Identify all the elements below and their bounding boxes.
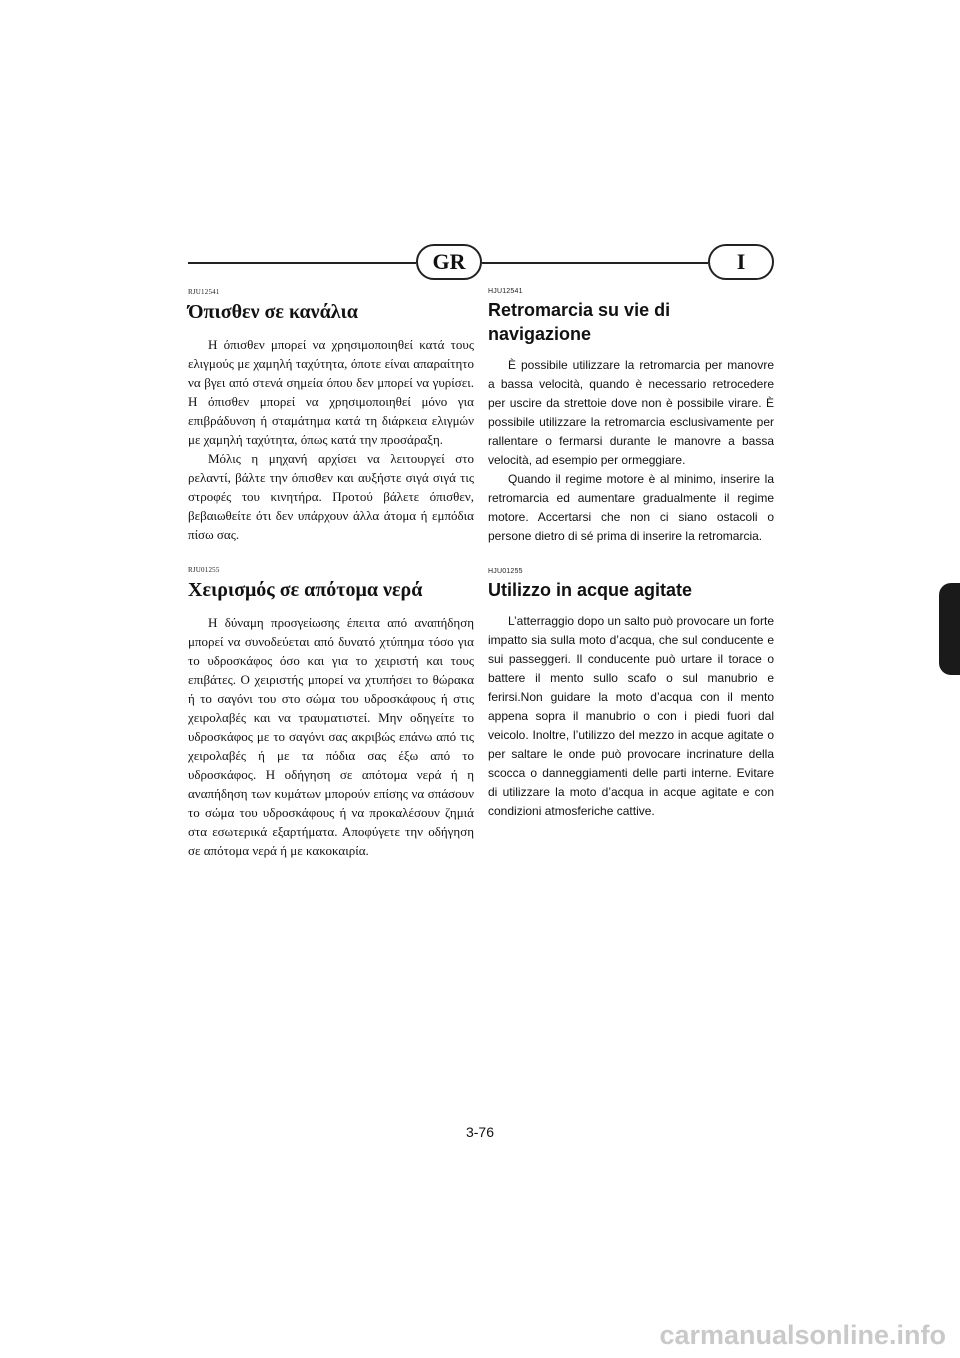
- section-paragraph: Η όπισθεν μπορεί να χρησιμοποιηθεί κατά τους ελιγμούς με χαμηλή ταχύτητα, όποτε είναι απαραίτητο να βγει από στενά σημεία όπου δεν μπορεί να γυρίσει. Η όπισθεν μπορεί να χρησιμοποιηθεί μόνο για επιβράδυνση ή σταμάτημα κατά τη διάρκεια ελιγμών με χαμηλή ταχύτητα, όπως κατά την προσάραξη.: [188, 337, 474, 447]
- header-rule-left: [188, 262, 416, 264]
- section-code: RJU12541: [188, 288, 220, 296]
- italian-column: [488, 288, 774, 843]
- italian-section-reverse: [488, 288, 774, 546]
- language-badge-i: I: [708, 244, 774, 280]
- chapter-thumb-tab: [939, 583, 960, 675]
- section-paragraph: L’atterraggio dopo un salto può provocare un forte impatto sia sulla moto d’acqua, che sul conducente e sui passeggeri. Il conducente può urtare il torace o battere il mento sullo scafo o sul manubrio e ferirsi.Non guidare la moto d’acqua con il mento appena sopra il manubrio o con i piedi fuori dal veicolo. Inoltre, l’utilizzo del mezzo in acque agitate o per saltare le onde può provocare incrinature della scocca o danneggiamenti delle parti interne. Evitare di utilizzare la moto d’acqua in acque agitate e con condizioni atmosferiche cattive.: [488, 614, 774, 818]
- page-number: 3-76: [465, 1124, 495, 1140]
- section-paragraph: Quando il regime motore è al minimo, inserire la retromarcia ed aumentare gradualmente il regime motore. Accertarsi che non ci siano ostacoli o persone dietro di sé prima di inserire la retromarcia.: [488, 472, 774, 543]
- italian-section-rough-water: [488, 568, 774, 821]
- greek-column: [188, 288, 474, 882]
- section-paragraph: Μόλις η μηχανή αρχίσει να λειτουργεί στο ρελαντί, βάλτε την όπισθεν και αυξήστε σιγά σιγά τις στροφές του κινητήρα. Προτού βάλετε όπισθεν, βεβαιωθείτε ότι δεν υπάρχουν άλλα άτομα ή εμπόδια πίσω σας.: [188, 451, 474, 542]
- section-paragraph: Η δύναμη προσγείωσης έπειτα από αναπήδηση μπορεί να συνοδεύεται από δυνατό χτύπημα τόσο για το υδροσκάφος όσο και για το χειριστή και τους επιβάτες. Ο χειριστής μπορεί να χτυπήσει το θώρακα ή το σαγόνι του στο σώμα του υδροσκάφους ή στις χειρολαβές και να τραυματιστεί. Μην οδηγείτε το υδροσκάφος με το σαγόνι σας ακριβώς επάνω από τις χειρολαβές ή με τα πόδια σας έξω από το υδροσκάφος. Η οδήγηση σε απότομα νερά ή η αναπήδηση των κυμάτων μπορούν επίσης να σπάσουν το σώμα του υδροσκάφους ή να προκαλέσουν ζημιά στα εσωτερικά εξαρτήματα. Αποφύγετε την οδήγηση σε απότομα νερά ή με κακοκαιρία.: [188, 615, 474, 858]
- section-title: Retromarcia su vie di navigazione: [488, 300, 671, 344]
- header-rule-middle: [482, 262, 708, 264]
- section-paragraph: È possibile utilizzare la retromarcia per manovre a bassa velocità, quando è necessario retrocedere per uscire da strettoie dove non è possibile virare. È possibile utilizzare la retromarcia esclusivamente per rallentare o fermarsi durante le manovre a bassa velocità, ad esempio per ormeggiare.: [488, 358, 774, 467]
- section-title: Όπισθεν σε κανάλια: [188, 301, 358, 323]
- greek-section-reverse: [188, 288, 474, 544]
- section-title: Χειρισμός σε απότομα νερά: [188, 579, 423, 601]
- section-code: HJU12541: [488, 288, 523, 295]
- language-badge-gr: GR: [416, 244, 482, 280]
- section-title: Utilizzo in acque agitate: [488, 580, 693, 600]
- watermark: carmanualsonline.info: [659, 1320, 946, 1350]
- greek-section-rough-water: [188, 566, 474, 860]
- section-code: HJU01255: [488, 568, 523, 575]
- section-code: RJU01255: [188, 566, 220, 574]
